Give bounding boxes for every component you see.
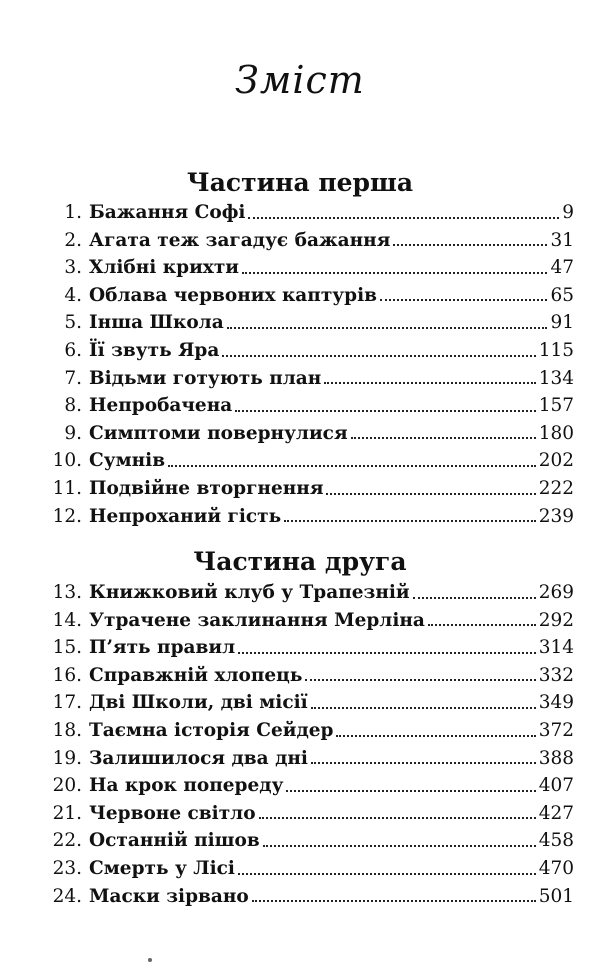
- dot-leader: [168, 465, 536, 467]
- dot-leader: [305, 679, 535, 681]
- toc-entry[interactable]: [0, 800, 600, 828]
- chapter-number: 21.: [52, 802, 82, 824]
- chapter-number: 2.: [64, 229, 82, 251]
- chapter-number: 12.: [52, 505, 82, 527]
- chapter-title: Сумнів: [89, 450, 166, 472]
- toc-entry[interactable]: [0, 254, 600, 282]
- chapter-number: 5.: [64, 312, 82, 334]
- toc-entry[interactable]: [0, 662, 600, 690]
- dot-leader: [263, 845, 536, 847]
- chapter-title: Облава червоних каптурів: [89, 284, 377, 306]
- dot-leader: [242, 272, 547, 274]
- toc-entry[interactable]: [0, 503, 600, 531]
- chapter-number: 16.: [52, 664, 82, 686]
- toc-entry[interactable]: [0, 447, 600, 475]
- page-number: 65: [550, 284, 574, 306]
- chapter-number: 15.: [52, 637, 82, 659]
- page-number: 501: [538, 885, 574, 907]
- toc-entry[interactable]: [0, 745, 600, 773]
- chapter-number: 20.: [52, 775, 82, 797]
- toc-entry[interactable]: [0, 855, 600, 883]
- chapter-title: Останній пішов: [89, 830, 260, 852]
- page-speck: [148, 958, 152, 962]
- chapter-number: 8.: [64, 395, 82, 417]
- toc-entry[interactable]: [0, 579, 600, 607]
- toc-entry[interactable]: [0, 282, 600, 310]
- dot-leader: [428, 624, 536, 626]
- chapter-number: 9.: [64, 422, 82, 444]
- part-two-title: Частина друга: [193, 547, 407, 576]
- page-number: 332: [538, 664, 574, 686]
- chapter-title: Смерть у Лісі: [89, 858, 235, 879]
- dot-leader: [380, 299, 548, 301]
- page-number: 427: [538, 802, 574, 824]
- dot-leader: [227, 327, 548, 329]
- dot-leader: [248, 217, 559, 219]
- part-one-title: Частина перша: [186, 168, 414, 197]
- chapter-title: Дві Школи, дві місії: [89, 692, 308, 714]
- dot-leader: [222, 355, 535, 357]
- chapter-number: 10.: [52, 450, 82, 472]
- dot-leader: [393, 244, 547, 246]
- toc-entry[interactable]: [0, 420, 600, 448]
- chapter-number: 22.: [52, 830, 82, 852]
- page-number: 349: [538, 692, 574, 714]
- toc-entry[interactable]: [0, 607, 600, 635]
- chapter-title: Таємна історія Сейдер: [89, 720, 334, 741]
- page-number: 239: [538, 505, 574, 527]
- chapter-title: П’ять правил: [89, 637, 236, 659]
- chapter-title: На крок попереду: [89, 775, 284, 797]
- page-number: 31: [550, 229, 574, 251]
- chapter-title: Відьми готують план: [89, 367, 322, 389]
- page-number: 292: [538, 609, 574, 631]
- page-number: 314: [538, 637, 574, 659]
- toc-entry[interactable]: [0, 337, 600, 365]
- chapter-number: 19.: [52, 747, 82, 769]
- dot-leader: [286, 790, 535, 792]
- chapter-title: Залишилося два дні: [89, 747, 308, 769]
- toc-entry[interactable]: [0, 827, 600, 855]
- chapter-number: 17.: [52, 692, 82, 714]
- dot-leader: [413, 597, 536, 599]
- page-number: 134: [538, 367, 574, 389]
- page-number: 269: [538, 582, 574, 603]
- page-number: 407: [538, 775, 574, 797]
- page-number: 91: [550, 312, 574, 334]
- page-number: 458: [538, 830, 574, 852]
- page-number: 47: [550, 257, 574, 279]
- chapter-title: Утрачене заклинання Мерліна: [89, 609, 425, 631]
- toc-entry[interactable]: [0, 475, 600, 503]
- page-number: 157: [538, 395, 574, 417]
- dot-leader: [311, 762, 536, 764]
- page-number: 115: [538, 340, 574, 361]
- toc-entry[interactable]: [0, 717, 600, 745]
- chapter-number: 11.: [52, 478, 82, 499]
- dot-leader: [284, 520, 536, 522]
- dot-leader: [252, 900, 536, 902]
- chapter-number: 7.: [64, 367, 82, 389]
- page-number: 180: [538, 422, 574, 444]
- toc-entry[interactable]: [0, 365, 600, 393]
- page-number: 202: [538, 450, 574, 472]
- chapter-title: Непробачена: [89, 395, 233, 417]
- chapter-number: 1.: [64, 202, 82, 223]
- chapter-title: Подвійне вторгнення: [89, 478, 324, 499]
- page-number: 388: [538, 747, 574, 769]
- chapter-number: 13.: [52, 582, 82, 603]
- toc-entry[interactable]: [0, 227, 600, 255]
- chapter-number: 18.: [52, 720, 82, 741]
- dot-leader: [336, 735, 535, 737]
- chapter-title: Червоне світло: [89, 802, 256, 824]
- toc-entry[interactable]: [0, 772, 600, 800]
- chapter-number: 4.: [64, 284, 82, 306]
- toc-entry[interactable]: [0, 883, 600, 911]
- chapter-title: Маски зірвано: [89, 885, 249, 907]
- toc-entry[interactable]: [0, 199, 600, 227]
- chapter-title: Симптоми повернулися: [89, 422, 348, 444]
- toc-entry[interactable]: [0, 689, 600, 717]
- toc-entry[interactable]: [0, 309, 600, 337]
- chapter-number: 14.: [52, 609, 82, 631]
- toc-entry[interactable]: [0, 392, 600, 420]
- dot-leader: [311, 707, 536, 709]
- dot-leader: [351, 437, 536, 439]
- page-number: 9: [562, 202, 574, 223]
- dot-leader: [324, 382, 535, 384]
- chapter-number: 6.: [64, 340, 82, 361]
- toc-entry[interactable]: [0, 634, 600, 662]
- chapter-title: Її звуть Яра: [89, 340, 220, 361]
- chapter-number: 23.: [52, 858, 82, 879]
- chapter-number: 24.: [52, 885, 82, 907]
- chapter-number: 3.: [64, 257, 82, 279]
- chapter-title: Агата теж загадує бажання: [89, 229, 391, 251]
- chapter-title: Справжній хлопець: [89, 664, 303, 686]
- chapter-title: Інша Школа: [89, 312, 224, 334]
- page-number: 372: [538, 720, 574, 741]
- chapter-title: Хлібні крихти: [89, 257, 240, 279]
- chapter-title: Бажання Софі: [89, 202, 246, 223]
- chapter-title: Непроханий гість: [89, 505, 282, 527]
- page-number: 470: [538, 858, 574, 879]
- dot-leader: [238, 652, 536, 654]
- page-number: 222: [538, 478, 574, 499]
- dot-leader: [235, 410, 535, 412]
- dot-leader: [326, 493, 535, 495]
- page-title: Зміст: [235, 58, 365, 102]
- dot-leader: [238, 873, 536, 875]
- chapter-title: Книжковий клуб у Трапезній: [89, 582, 410, 603]
- dot-leader: [259, 817, 536, 819]
